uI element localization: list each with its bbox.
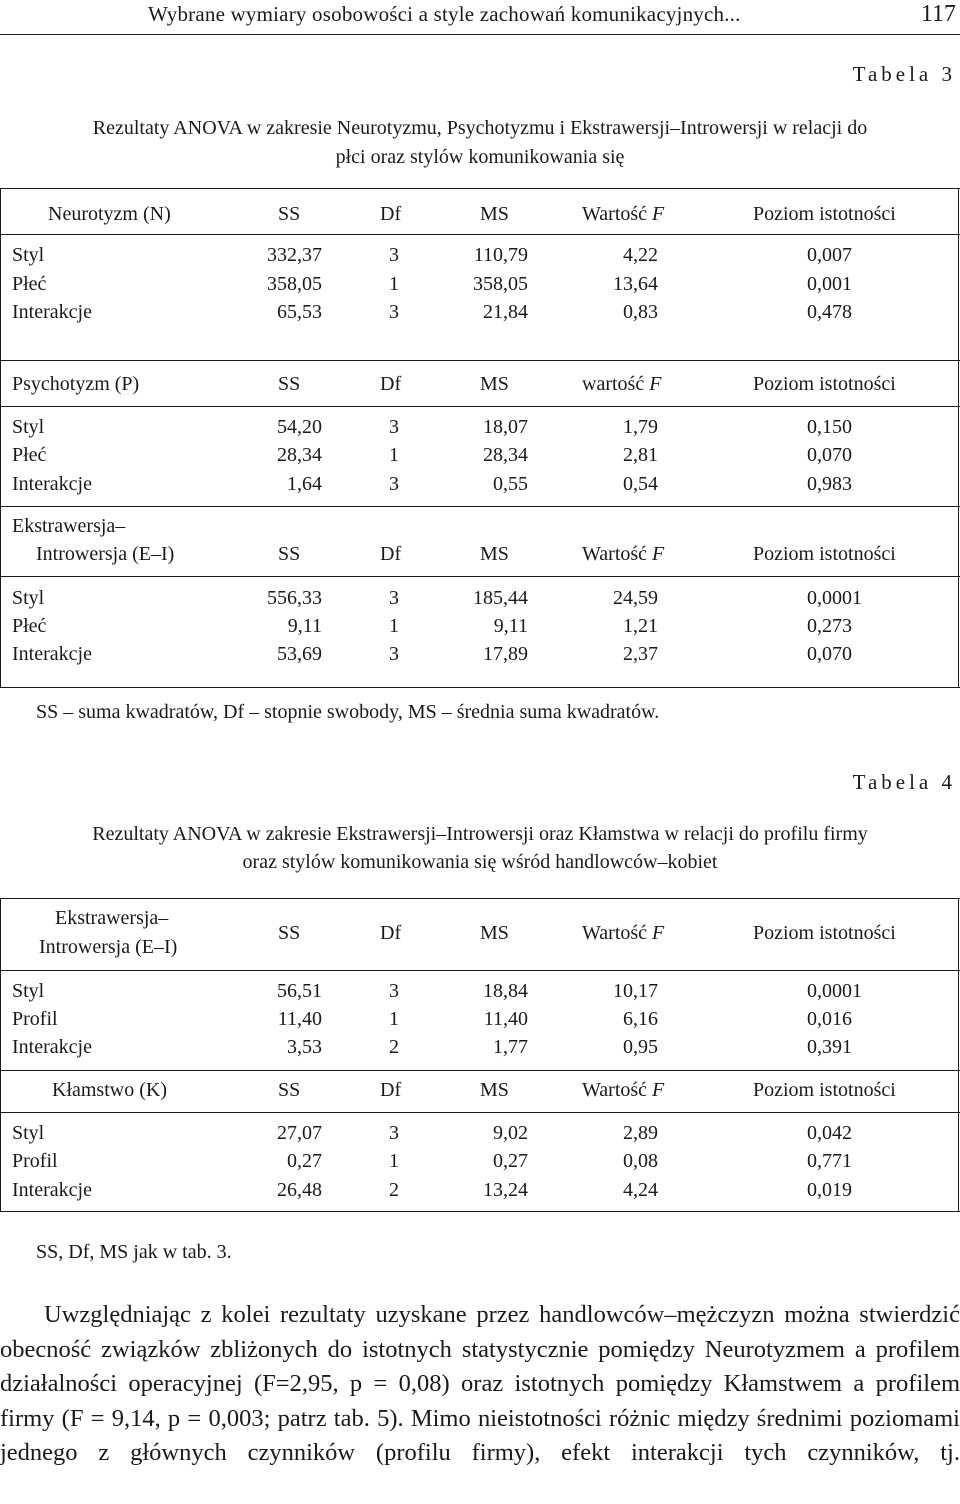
col-header-f-symbol: F (652, 1079, 665, 1101)
table-bottom-rule (0, 687, 960, 688)
table3-label: Tabela 3 (852, 62, 956, 86)
table3-note: SS – suma kwadratów, Df – stopnie swobody, MS – średnia suma kwadratów. (36, 701, 660, 723)
header-rule (0, 234, 960, 235)
table-bottom-rule (0, 1211, 960, 1212)
cell-df: 3 (389, 473, 399, 495)
table-right-border (958, 898, 959, 1212)
cell-f: 2,89 (623, 1122, 658, 1144)
col-header-f (582, 919, 664, 947)
table4-note: SS, Df, MS jak w tab. 3. (36, 1241, 232, 1263)
row-label: Styl (12, 980, 45, 1002)
cell-ms: 17,89 (483, 643, 528, 665)
cell-ms: 21,84 (483, 301, 528, 323)
cell-f: 2,37 (623, 643, 658, 665)
page-number: 117 (920, 1, 956, 27)
row-label: Interakcje (12, 1179, 92, 1201)
row-label: Profil (12, 1150, 58, 1172)
cell-df: 2 (389, 1179, 399, 1201)
table3-caption-line2: płci oraz stylów komunikowania się (335, 146, 625, 168)
col-header-p: Poziom istotności (753, 543, 896, 565)
col-header-f (582, 1076, 664, 1104)
col-header-f-word: Wartość (582, 203, 648, 225)
cell-ss: 3,53 (287, 1036, 322, 1058)
cell-f: 0,08 (623, 1150, 658, 1172)
col-header-f-word: Wartość (582, 1079, 648, 1101)
section-rule (0, 360, 960, 361)
col-header-ss: SS (278, 203, 301, 225)
col-header-f (582, 540, 664, 568)
section-title-line1: Ekstrawersja– (12, 515, 126, 537)
cell-ss: 26,48 (277, 1179, 322, 1201)
cell-p: 0,016 (807, 1008, 852, 1030)
cell-df: 3 (389, 587, 399, 609)
cell-p: 0,983 (807, 473, 852, 495)
col-header-p: Poziom istotności (753, 373, 896, 395)
col-header-f-word: Wartość (582, 543, 648, 565)
section-title-line1: Ekstrawersja– (55, 907, 169, 929)
cell-ss: 11,40 (277, 1008, 322, 1030)
row-label: Profil (12, 1008, 58, 1030)
cell-ss: 0,27 (287, 1150, 322, 1172)
col-header-f-symbol: F (652, 203, 665, 225)
col-header-df: Df (380, 203, 402, 225)
cell-df: 3 (389, 301, 399, 323)
col-header-ms: MS (480, 203, 509, 225)
section-title: Psychotyzm (P) (12, 373, 140, 395)
cell-p: 0,150 (807, 416, 852, 438)
cell-ms: 1,77 (493, 1036, 528, 1058)
col-header-df: Df (380, 373, 402, 395)
running-head: Wybrane wymiary osobowości a style zachowań komunikacyjnych... (148, 2, 741, 26)
cell-ss: 56,51 (277, 980, 322, 1002)
cell-ss: 54,20 (277, 416, 322, 438)
cell-ss: 9,11 (287, 615, 322, 637)
cell-df: 1 (389, 615, 399, 637)
table-right-border (958, 188, 959, 688)
header-rule (0, 970, 960, 971)
cell-p: 0,070 (807, 444, 852, 466)
cell-f: 1,79 (623, 416, 658, 438)
cell-ss: 358,05 (267, 273, 322, 295)
cell-ss: 332,37 (267, 244, 322, 266)
cell-ms: 358,05 (473, 273, 528, 295)
col-header-df: Df (380, 922, 402, 944)
cell-f: 4,24 (623, 1179, 658, 1201)
cell-f: 10,17 (613, 980, 658, 1002)
cell-ms: 9,02 (493, 1122, 528, 1144)
cell-f: 1,21 (623, 615, 658, 637)
page-header (0, 0, 960, 35)
row-label: Styl (12, 587, 45, 609)
col-header-p: Poziom istotności (753, 203, 896, 225)
cell-p: 0,0001 (807, 587, 862, 609)
row-label: Styl (12, 1122, 45, 1144)
table-top-rule (0, 898, 960, 899)
table4-caption-line1: Rezultaty ANOVA w zakresie Ekstrawersji–Introwersji oraz Kłamstwa w relacji do profilu firmy (92, 823, 868, 845)
col-header-ss: SS (278, 373, 301, 395)
col-header-ss: SS (278, 1079, 301, 1101)
col-header-f (582, 200, 664, 228)
header-rule (0, 406, 960, 407)
cell-f: 2,81 (623, 444, 658, 466)
cell-ms: 0,55 (493, 473, 528, 495)
cell-ss: 28,34 (277, 444, 322, 466)
col-header-f-symbol: F (652, 543, 665, 565)
table-top-rule (0, 188, 960, 189)
cell-p: 0,391 (807, 1036, 852, 1058)
cell-ss: 1,64 (287, 473, 322, 495)
col-header-f-word: wartość (582, 373, 645, 395)
cell-ss: 65,53 (277, 301, 322, 323)
cell-ms: 28,34 (483, 444, 528, 466)
cell-df: 1 (389, 444, 399, 466)
section-title: Kłamstwo (K) (52, 1079, 167, 1101)
cell-p: 0,771 (807, 1150, 852, 1172)
cell-ms: 11,40 (483, 1008, 528, 1030)
cell-ss: 556,33 (267, 587, 322, 609)
col-header-f-symbol: F (652, 922, 665, 944)
cell-df: 3 (389, 980, 399, 1002)
cell-ms: 13,24 (483, 1179, 528, 1201)
cell-df: 3 (389, 643, 399, 665)
col-header-ms: MS (480, 922, 509, 944)
body-paragraph (0, 1298, 960, 1471)
col-header-ss: SS (278, 922, 301, 944)
cell-ms: 0,27 (493, 1150, 528, 1172)
cell-df: 3 (389, 416, 399, 438)
row-label: Płeć (12, 273, 47, 295)
col-header-ss: SS (278, 543, 301, 565)
cell-ms: 18,07 (483, 416, 528, 438)
cell-df: 1 (389, 273, 399, 295)
cell-p: 0,007 (807, 244, 852, 266)
row-label: Płeć (12, 615, 47, 637)
row-label: Interakcje (12, 473, 92, 495)
cell-p: 0,001 (807, 273, 852, 295)
row-label: Styl (12, 244, 45, 266)
col-header-df: Df (380, 543, 402, 565)
table-left-border (0, 898, 1, 1212)
row-label: Interakcje (12, 301, 92, 323)
header-rule (0, 576, 960, 577)
row-label: Styl (12, 416, 45, 438)
cell-p: 0,019 (807, 1179, 852, 1201)
cell-p: 0,042 (807, 1122, 852, 1144)
cell-p: 0,0001 (807, 980, 862, 1002)
col-header-ms: MS (480, 543, 509, 565)
cell-p: 0,070 (807, 643, 852, 665)
section-title: Neurotyzm (N) (48, 203, 171, 225)
cell-ms: 185,44 (473, 587, 528, 609)
cell-ms: 110,79 (473, 244, 528, 266)
cell-f: 0,54 (623, 473, 658, 495)
cell-p: 0,478 (807, 301, 852, 323)
table-left-border (0, 188, 1, 688)
cell-ss: 27,07 (277, 1122, 322, 1144)
cell-df: 2 (389, 1036, 399, 1058)
table4-label: Tabela 4 (852, 770, 956, 794)
cell-f: 0,95 (623, 1036, 658, 1058)
cell-p: 0,273 (807, 615, 852, 637)
col-header-f-word: Wartość (582, 922, 648, 944)
col-header-f-symbol: F (649, 373, 662, 395)
cell-ms: 18,84 (483, 980, 528, 1002)
row-label: Interakcje (12, 643, 92, 665)
section-rule (0, 506, 960, 507)
col-header-ms: MS (480, 373, 509, 395)
table3 (0, 188, 960, 688)
section-title-line2: Introwersja (E–I) (36, 543, 175, 565)
cell-df: 1 (389, 1150, 399, 1172)
col-header-df: Df (380, 1079, 402, 1101)
header-rule (0, 1112, 960, 1113)
cell-df: 3 (389, 1122, 399, 1144)
cell-df: 1 (389, 1008, 399, 1030)
cell-df: 3 (389, 244, 399, 266)
cell-ss: 53,69 (277, 643, 322, 665)
cell-f: 24,59 (613, 587, 658, 609)
table3-caption-line1: Rezultaty ANOVA w zakresie Neurotyzmu, Psychotyzmu i Ekstrawersji–Introwersji w relacji do (92, 117, 868, 139)
row-label: Interakcje (12, 1036, 92, 1058)
table4 (0, 898, 960, 1212)
table4-caption-line2: oraz stylów komunikowania się wśród handlowców–kobiet (242, 851, 718, 873)
section-rule (0, 1070, 960, 1071)
cell-f: 0,83 (623, 301, 658, 323)
col-header-ms: MS (480, 1079, 509, 1101)
cell-f: 13,64 (613, 273, 658, 295)
col-header-f (582, 370, 661, 398)
cell-f: 6,16 (623, 1008, 658, 1030)
cell-ms: 9,11 (493, 615, 528, 637)
row-label: Płeć (12, 444, 47, 466)
col-header-p: Poziom istotności (753, 922, 896, 944)
col-header-p: Poziom istotności (753, 1079, 896, 1101)
body-paragraph-text: Uwzględniając z kolei rezultaty uzyskane przez handlowców–mężczyzn można stwierdzić obecność związków zbliżonych do istotnych statystycznie pomiędzy Neurotyzmem a profilem działalności operacyjnej (F=2,95, p = 0,08) oraz istotnych pomiędzy Kłamstwem a profilem firmy (F = 9,14, p = 0,003; patrz tab. 5). Mimo nieistotności różnic między średnimi poziomami jednego z głównych czynników (profilu firmy), efekt interakcji tych czynników, tj. (0, 1301, 960, 1466)
cell-f: 4,22 (623, 244, 658, 266)
section-title-line2: Introwersja (E–I) (39, 936, 178, 958)
